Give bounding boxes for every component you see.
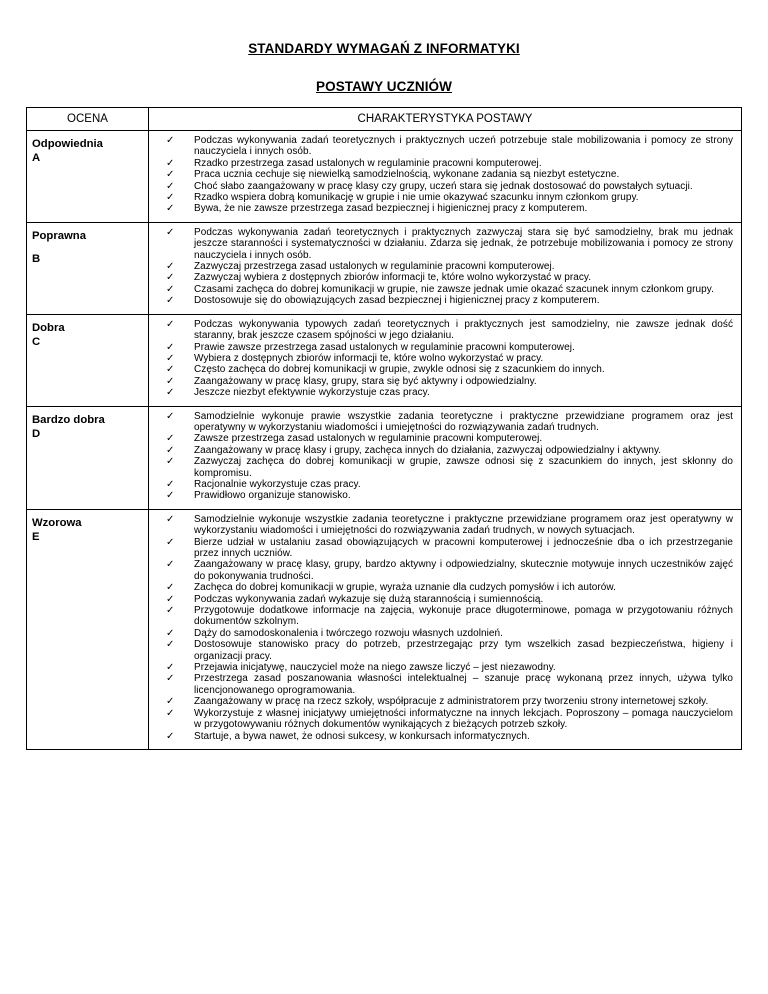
checkmark-icon: ✓: [166, 444, 175, 456]
criteria-list: [149, 319, 733, 399]
criteria-text: Przestrzega zasad poszanowania własności intelektualnej – szanuje pracę wykonaną przez innych, używa tylko licencjonowanego oprogramowania.: [194, 673, 733, 696]
list-item: [149, 203, 733, 214]
list-item: [149, 673, 733, 696]
criteria-text: Prawie zawsze przestrzega zasad ustalonych w regulaminie pracowni komputerowej.: [194, 341, 575, 353]
list-item: [149, 490, 733, 501]
list-item: [149, 158, 733, 169]
criteria-text: Zachęca do dobrej komunikacji w grupie, wyraża uznanie dla cudzych pomysłów i ich autorów.: [194, 582, 616, 594]
grade-cell: [27, 314, 149, 406]
criteria-text: Zawsze przestrzega zasad ustalonych w regulaminie pracowni komputerowej.: [194, 433, 543, 445]
list-item: [149, 319, 733, 342]
criteria-list: [149, 514, 733, 742]
list-item: [149, 272, 733, 283]
grade-letter: A: [32, 152, 41, 164]
list-item: [149, 261, 733, 272]
criteria-text: Zaangażowany w pracę klasy, grupy, bardzo aktywny i odpowiedzialny, skutecznie motywuje innych uczestników zajęć do pokonywania trudności.: [194, 559, 733, 582]
checkmark-icon: ✓: [166, 513, 175, 525]
document-title: STANDARDY WYMAGAŃ Z INFORMATYKI: [248, 41, 520, 56]
checkmark-icon: ✓: [166, 673, 175, 685]
list-item: [149, 696, 733, 707]
list-item: [149, 445, 733, 456]
list-item: [149, 181, 733, 192]
checkmark-icon: ✓: [166, 283, 175, 295]
list-item: [149, 295, 733, 306]
criteria-text: Przejawia inicjatywę, nauczyciel może na niego zawsze liczyć – jest niezawodny.: [194, 662, 556, 674]
list-item: [149, 594, 733, 605]
checkmark-icon: ✓: [166, 192, 175, 204]
criteria-text: Dostosowuje stanowisko pracy do potrzeb, przestrzegając przy tym wszelkich zasad bezpieczeństwa, higieny i organizacji pracy.: [194, 639, 733, 662]
checkmark-icon: ✓: [166, 593, 175, 605]
checkmark-icon: ✓: [166, 341, 175, 353]
criteria-text: Jeszcze niezbyt efektywnie wykorzystuje czas pracy.: [194, 387, 430, 399]
table-header-row: [27, 108, 742, 131]
list-item: [149, 628, 733, 639]
checkmark-icon: ✓: [166, 295, 175, 307]
table-row: [27, 314, 742, 406]
list-item: [149, 169, 733, 180]
list-item: [149, 227, 733, 261]
list-item: [149, 605, 733, 628]
criteria-text: Często zachęca do dobrej komunikacji w grupie, zwykle odnosi się z szacunkiem do innych.: [194, 364, 605, 376]
checkmark-icon: ✓: [166, 559, 175, 571]
checkmark-icon: ✓: [166, 410, 175, 422]
checkmark-icon: ✓: [166, 639, 175, 651]
checkmark-icon: ✓: [166, 272, 175, 284]
list-item: [149, 662, 733, 673]
checkmark-icon: ✓: [166, 352, 175, 364]
list-item: [149, 731, 733, 742]
checkmark-icon: ✓: [166, 627, 175, 639]
criteria-text: Samodzielnie wykonuje prawie wszystkie zadania teoretyczne i praktyczne przewidziane programem oraz jest operatywny w wykorzystaniu wiadomości i umiejętności do rozwiązywania zadań trudnych.: [194, 410, 733, 433]
grade-name: Odpowiednia: [32, 138, 103, 150]
checkmark-icon: ✓: [166, 536, 175, 548]
checkmark-icon: ✓: [166, 261, 175, 273]
list-item: [149, 376, 733, 387]
checkmark-icon: ✓: [166, 135, 175, 146]
criteria-list: [149, 135, 733, 215]
table-row: [27, 406, 742, 509]
grade-letter: E: [32, 530, 40, 543]
criteria-text: Choć słabo zaangażowany w pracę klasy czy grupy, uczeń stara się jednak dostosować do powstałych sytuacji.: [194, 180, 693, 192]
checkmark-icon: ✓: [166, 387, 175, 399]
criteria-text: Zazwyczaj wybiera z dostępnych zbiorów informacji te, które wolno wykorzystać w pracy.: [194, 272, 592, 284]
grade-letter: B: [32, 252, 41, 265]
checkmark-icon: ✓: [166, 226, 175, 238]
criteria-list: [149, 411, 733, 502]
grade-cell: [27, 406, 149, 509]
document-subtitle: POSTAWY UCZNIÓW: [316, 79, 452, 94]
table-row: [27, 509, 742, 749]
list-item: [149, 479, 733, 490]
criteria-list: [149, 227, 733, 307]
grade-cell: [27, 509, 149, 749]
list-item: [149, 456, 733, 479]
checkmark-icon: ✓: [166, 318, 175, 330]
list-item: [149, 639, 733, 662]
criteria-text: Podczas wykonywania zadań wykazuje się dużą starannością i sumiennością.: [194, 593, 544, 605]
list-item: [149, 708, 733, 731]
checkmark-icon: ✓: [166, 456, 175, 468]
checkmark-icon: ✓: [166, 605, 175, 617]
checkmark-icon: ✓: [166, 478, 175, 490]
list-item: [149, 433, 733, 444]
criteria-text: Wykorzystuje z własnej inicjatywy umiejętności informatyczne na innych lekcjach. Poproszony – pomaga nauczycielom w przygotowywaniu różnych dokumentów wynikających z bieżących potrzeb szkoły.: [194, 707, 733, 731]
list-item: [149, 537, 733, 560]
list-item: [149, 135, 733, 158]
criteria-text: Wybiera z dostępnych zbiorów informacji te, które wolno wykorzystać w pracy.: [194, 352, 544, 364]
criteria-text: Zaangażowany w pracę na rzecz szkoły, współpracuje z administratorem przy tworzeniu strony internetowej szkoły.: [194, 696, 709, 708]
description-cell: [149, 131, 742, 223]
grade-cell: [27, 222, 149, 314]
list-item: [149, 559, 733, 582]
checkmark-icon: ✓: [166, 730, 175, 742]
criteria-text: Zazwyczaj przestrzega zasad ustalonych w regulaminie pracowni komputerowej.: [194, 261, 555, 273]
criteria-text: Startuje, a bywa nawet, że odnosi sukcesy, w konkursach informatycznych.: [194, 730, 530, 742]
criteria-text: Rzadko wspiera dobrą komunikację w grupie i nie umie okazywać szacunku innym członkom grupy.: [194, 192, 639, 204]
grade-letter: C: [32, 335, 41, 348]
list-item: [149, 353, 733, 364]
header-description: CHARAKTERYSTYKA POSTAWY: [149, 108, 742, 131]
table-row: [27, 222, 742, 314]
list-item: [149, 342, 733, 353]
grade-name: Wzorowa: [32, 516, 82, 529]
criteria-text: Racjonalnie wykorzystuje czas pracy.: [194, 478, 361, 490]
list-item: [149, 582, 733, 593]
checkmark-icon: ✓: [166, 662, 175, 674]
checkmark-icon: ✓: [166, 364, 175, 376]
description-cell: [149, 222, 742, 314]
criteria-text: Zaangażowany w pracę klasy i grupy, zachęca innych do działania, zazwyczaj odpowiedzialny i aktywny.: [194, 444, 662, 456]
description-cell: [149, 509, 742, 749]
criteria-text: Prawidłowo organizuje stanowisko.: [194, 490, 351, 502]
grade-name: Poprawna: [32, 229, 86, 242]
criteria-text: Podczas wykonywania zadań teoretycznych i praktycznych zazwyczaj stara się być samodzielny, brak mu jednak jeszcze staranności i systematyczności w działaniu. Zdarza się jednak, że potrzebuje mobilizowania i pomocy ze strony nauczyciela i innych osób.: [194, 226, 733, 261]
criteria-text: Dostosowuje się do obowiązujących zasad bezpiecznej i higienicznej pracy z komputerem.: [194, 295, 600, 307]
header-grade: OCENA: [27, 108, 149, 131]
criteria-text: Zazwyczaj zachęca do dobrej komunikacji w grupie, zawsze odnosi się z szacunkiem do innych, jest skłonny do kompromisu.: [194, 456, 733, 479]
grade-name: Dobra: [32, 321, 65, 334]
list-item: [149, 411, 733, 434]
checkmark-icon: ✓: [166, 433, 175, 445]
criteria-text: Dąży do samodoskonalenia i twórczego rozwoju własnych uzdolnień.: [194, 627, 503, 639]
criteria-text: Praca ucznia cechuje się niewielką samodzielnością, wykonane zadania są niezbyt estetyczne.: [194, 169, 620, 181]
grade-letter: D: [32, 427, 41, 440]
checkmark-icon: ✓: [166, 375, 175, 387]
criteria-text: Bywa, że nie zawsze przestrzega zasad bezpiecznej i higienicznej pracy z komputerem.: [194, 203, 588, 215]
attitudes-table: [26, 107, 742, 750]
checkmark-icon: ✓: [166, 157, 175, 169]
table-row: [27, 131, 742, 223]
checkmark-icon: ✓: [166, 169, 175, 181]
checkmark-icon: ✓: [166, 180, 175, 192]
checkmark-icon: ✓: [166, 203, 175, 215]
grade-cell: [27, 131, 149, 223]
criteria-text: Podczas wykonywania typowych zadań teoretycznych i praktycznych jest samodzielny, nie zawsze jednak dość staranny, brak jeszcze czasem spójności w jego działaniu.: [194, 318, 733, 342]
criteria-text: Samodzielnie wykonuje wszystkie zadania teoretyczne i praktyczne przewidziane programem oraz jest operatywny w wykorzystaniu wiadomości i umiejętności do rozwiązywania zadań trudnych, w nowych sytuacjach.: [194, 513, 733, 537]
checkmark-icon: ✓: [166, 696, 175, 708]
criteria-text: Czasami zachęca do dobrej komunikacji w grupie, nie zawsze jednak umie okazać szacunek innym członkom grupy.: [194, 283, 714, 295]
list-item: [149, 387, 733, 398]
list-item: [149, 192, 733, 203]
criteria-text: Przygotowuje dodatkowe informacje na zajęcia, wykonuje prace długoterminowe, pomaga w przygotowaniu różnych dokumentów szkolnym.: [194, 605, 733, 628]
checkmark-icon: ✓: [166, 707, 175, 719]
list-item: [149, 284, 733, 295]
grade-name: Bardzo dobra: [32, 413, 105, 426]
criteria-text: Rzadko przestrzega zasad ustalonych w regulaminie pracowni komputerowej.: [194, 157, 542, 169]
description-cell: [149, 314, 742, 406]
criteria-text: Zaangażowany w pracę klasy, grupy, stara się być aktywny i odpowiedzialny.: [194, 375, 537, 387]
list-item: [149, 514, 733, 537]
criteria-text: Podczas wykonywania zadań teoretycznych i praktycznych uczeń potrzebuje stale mobilizowania i pomocy ze strony nauczyciela i innych osób.: [194, 135, 733, 158]
description-cell: [149, 406, 742, 509]
criteria-text: Bierze udział w ustalaniu zasad obowiązujących w pracowni komputerowej i jednocześnie dba o ich przestrzeganie przez innych uczniów.: [194, 536, 733, 559]
list-item: [149, 364, 733, 375]
checkmark-icon: ✓: [166, 490, 175, 502]
checkmark-icon: ✓: [166, 582, 175, 594]
